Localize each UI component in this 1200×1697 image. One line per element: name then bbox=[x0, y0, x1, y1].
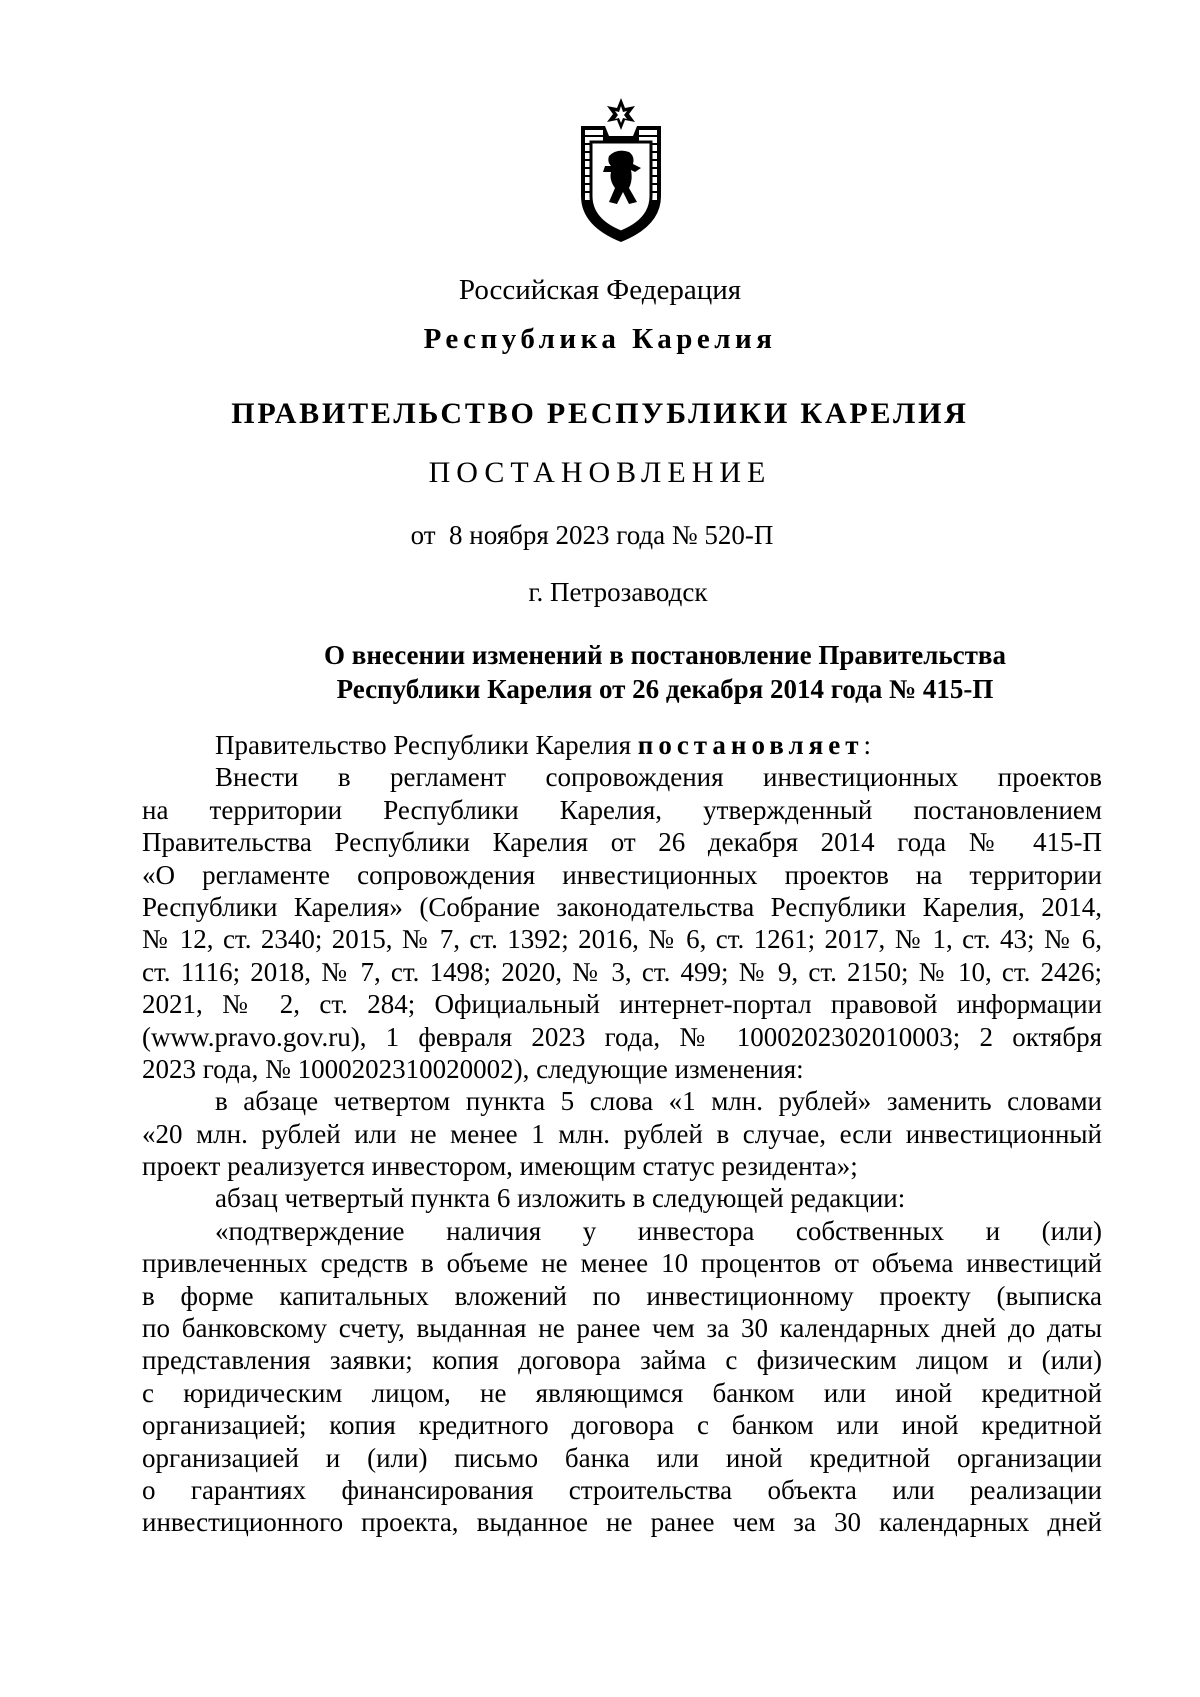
body-line: проект реализуется инвестором, имеющим статус резидента»; bbox=[142, 1151, 858, 1182]
country-name: Российская Федерация bbox=[458, 274, 742, 306]
body-line: 2021, № 2, ст. 284; Официальный интернет-портал правовой информации bbox=[142, 989, 1102, 1020]
body-line: с юридическим лицом, не являющимся банком или иной кредитной bbox=[142, 1377, 1102, 1408]
body-line: «О регламенте сопровождения инвестиционных проектов на территории bbox=[142, 859, 1102, 890]
body-line: Правительства Республики Карелия от 26 декабря 2014 года № 415-П bbox=[142, 827, 1102, 858]
government-name: ПРАВИТЕЛЬСТВО РЕСПУБЛИКИ КАРЕЛИЯ bbox=[231, 397, 969, 430]
body-line: 2023 года, № 1000202310020002), следующие изменения: bbox=[142, 1053, 804, 1084]
document-title bbox=[250, 638, 1080, 706]
body-line: (www.pravo.gov.ru), 1 февраля 2023 года, № 1000202302010003; 2 октября bbox=[142, 1021, 1102, 1052]
body-line: по банковскому счету, выданная не ранее чем за 30 календарных дней до даты bbox=[142, 1313, 1102, 1344]
body-line: привлеченных средств в объеме не менее 10 процентов от объема инвестиций bbox=[142, 1248, 1102, 1279]
body-line: № 12, ст. 2340; 2015, № 7, ст. 1392; 2016, № 6, ст. 1261; 2017, № 1, ст. 43; № 6, bbox=[142, 924, 1102, 955]
body-line: «20 млн. рублей или не менее 1 млн. рублей в случае, если инвестиционный bbox=[142, 1118, 1102, 1149]
intro-paragraph bbox=[142, 729, 1102, 761]
body-line: Внести в регламент сопровождения инвестиционных проектов bbox=[215, 762, 1102, 793]
karelia-coat-of-arms-icon bbox=[571, 96, 671, 246]
body-line: «подтверждение наличия у инвестора собственных и (или) bbox=[215, 1215, 1102, 1246]
document-type: ПОСТАНОВЛЕНИЕ bbox=[428, 456, 772, 489]
body-line: организацией; копия кредитного договора с банком или иной кредитной bbox=[142, 1410, 1102, 1441]
document-title-line: О внесении изменений в постановление Правительства bbox=[324, 640, 1006, 670]
body-line: в форме капитальных вложений по инвестиционному проекту (выписка bbox=[142, 1280, 1102, 1311]
body-line: абзац четвертый пункта 6 изложить в следующей редакции: bbox=[215, 1183, 906, 1214]
body-line: ст. 1116; 2018, № 7, ст. 1498; 2020, № 3, ст. 499; № 9, ст. 2150; № 10, ст. 2426; bbox=[142, 956, 1102, 987]
body-line: инвестиционного проекта, выданное не ранее чем за 30 календарных дней bbox=[142, 1507, 1102, 1538]
document-title-line: Республики Карелия от 26 декабря 2014 года № 415-П bbox=[336, 674, 994, 704]
body-line: Республики Карелия» (Собрание законодательства Республики Карелия, 2014, bbox=[142, 891, 1102, 922]
document-body bbox=[142, 729, 1102, 1539]
intro-suffix: : bbox=[863, 730, 872, 760]
intro-verb: постановляет bbox=[637, 730, 864, 760]
republic-name: Республика Карелия bbox=[423, 323, 777, 355]
body-line: в абзаце четвертом пункта 5 слова «1 млн. рублей» заменить словами bbox=[215, 1086, 1102, 1117]
document-city: г. Петрозаводск bbox=[528, 577, 708, 607]
body-line: на территории Республики Карелия, утвержденный постановлением bbox=[142, 794, 1102, 825]
body-line: организацией и (или) письмо банка или иной кредитной организации bbox=[142, 1442, 1102, 1473]
intro-prefix: Правительство Республики Карелия bbox=[215, 730, 638, 760]
body-line: о гарантиях финансирования строительства объекта или реализации bbox=[142, 1474, 1102, 1505]
document-date-number: от 8 ноября 2023 года № 520-П bbox=[410, 520, 774, 550]
body-line: представления заявки; копия договора займа с физическим лицом и (или) bbox=[142, 1345, 1102, 1376]
